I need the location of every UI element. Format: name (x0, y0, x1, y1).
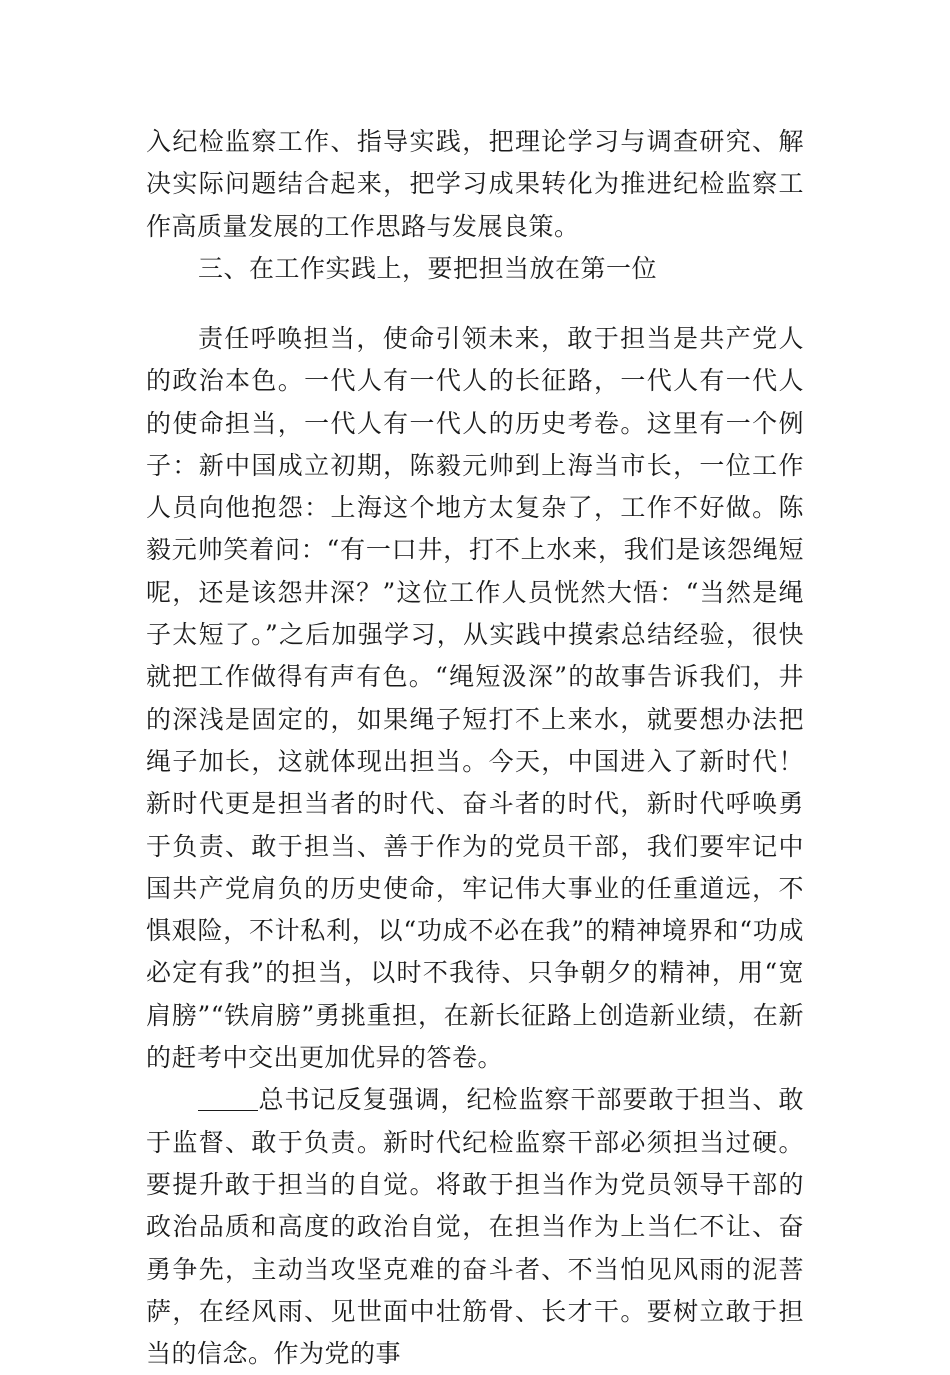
continued-paragraph: 入纪检监察工作、指导实践，把理论学习与调查研究、解决实际问题结合起来，把学习成果转化为推进纪检监察工作高质量发展的工作思路与发展良策。 (146, 127, 804, 241)
section-heading: 三、在工作实践上，要把担当放在第一位 (198, 253, 658, 283)
secretary-paragraph (146, 1079, 804, 1375)
responsibility-paragraph: 责任呼唤担当，使命引领未来，敢于担当是共产党人的政治本色。一代人有一代人的长征路，一代人有一代人的使命担当，一代人有一代人的历史考卷。这里有一个例子：新中国成立初期，陈毅元帅到上海当市长，一位工作人员向他抱怨：上海这个地方太复杂了，工作不好做。陈毅元帅笑着问：“有一口井，打不上水来，我们是该怨绳短呢，还是该怨井深？”这位工作人员恍然大悟：“当然是绳子太短了。”之后加强学习，从实践中摸索总结经验，很快就把工作做得有声有色。“绳短汲深”的故事告诉我们，井的深浅是固定的，如果绳子短打不上来水，就要想办法把绳子加长，这就体现出担当。今天，中国进入了新时代！新时代更是担当者的时代、奋斗者的时代，新时代呼唤勇于负责、敢于担当、善于作为的党员干部，我们要牢记中国共产党肩负的历史使命，牢记伟大事业的任重道远，不惧艰险，不计私利，以“功成不必在我”的精神境界和“功成必定有我”的担当，以时不我待、只争朝夕的精神，用“宽肩膀”“铁肩膀”勇挑重担，在新长征路上创造新业绩，在新的赶考中交出更加优异的答卷。 (146, 324, 804, 1073)
document-top-block (146, 121, 804, 290)
document-main-block (146, 318, 804, 1375)
blank-fill-line (198, 1085, 258, 1111)
secretary-paragraph-text: 总书记反复强调，纪检监察干部要敢于担当、敢于监督、敢于负责。新时代纪检监察干部必须担当过硬。要提升敢于担当的自觉。将敢于担当作为党员领导干部的政治品质和高度的政治自觉，在担当作为上当仁不让、奋勇争先，主动当攻坚克难的奋斗者、不当怕见风雨的泥菩萨，在经风雨、见世面中壮筋骨、长才干。要树立敢于担当的信念。作为党的事 (146, 1085, 804, 1369)
